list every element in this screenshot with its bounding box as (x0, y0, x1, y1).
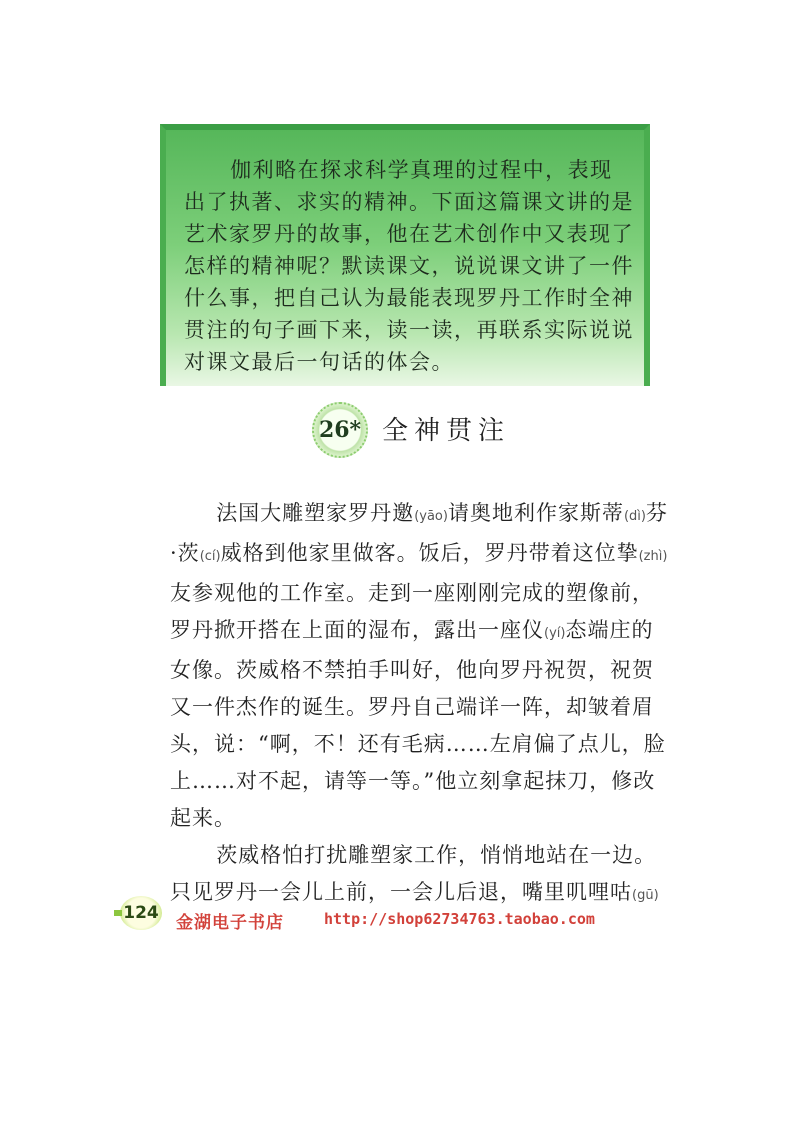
pinyin-annotation: (gū) (632, 888, 659, 903)
intro-box (160, 124, 650, 386)
text-run: 威格到他家里做客。饭后，罗丹带着这位挚 (220, 541, 639, 565)
store-url-link[interactable]: http://shop62734763.taobao.com (324, 910, 595, 928)
intro-text: 伽利略在探求科学真理的过程中，表现出了执著、求实的精神。下面这篇课文讲的是艺术家罗丹的故事，他在艺术创作中又表现了怎样的精神呢？默读课文，说说课文讲了一件什么事，把自己认为最能表现罗丹工作时全神贯注的句子画下来，读一读，再联系实际说说对课文最后一句话的体会。 (184, 158, 634, 374)
text-run: 态端庄的女像。茨威格不禁拍手叫好，他向罗丹祝贺，祝贺又一件杰作的诞生。罗丹自己端详一阵，却皱着眉头，说：“啊，不！还有毛病……左肩偏了点儿，脸上……对不起，请等一等。”他立刻拿起抹刀，修改起来。 (170, 618, 666, 830)
text-run: 请奥地利作家斯蒂 (447, 501, 624, 525)
lesson-number-badge: 26* (312, 402, 368, 458)
text-run: 茨威格怕打扰雕塑家工作，悄悄地站在一边。只见罗丹一会儿上前，一会儿后退，嘴里叽哩咕 (170, 843, 657, 904)
pinyin-annotation: (cí) (199, 549, 221, 564)
page-number: 124 (120, 896, 162, 930)
lesson-body (170, 495, 670, 914)
pinyin-annotation: (yāo) (414, 509, 448, 524)
text-run: 友参观他的工作室。走到一座刚刚完成的塑像前，罗丹掀开搭在上面的湿布，露出一座仪 (170, 581, 654, 642)
pinyin-annotation: (yí) (544, 626, 566, 641)
pinyin-annotation: (dì) (623, 509, 646, 524)
pinyin-annotation: (zhì) (638, 549, 668, 564)
store-name: 金湖电子书店 (176, 913, 284, 933)
page-footer (120, 896, 680, 936)
text-run: 芬·茨 (170, 501, 668, 565)
paragraph-1 (170, 495, 670, 837)
text-run: 法国大雕塑家罗丹邀 (216, 501, 415, 525)
lesson-title: 全神贯注 (382, 416, 511, 446)
lesson-header (312, 402, 572, 462)
